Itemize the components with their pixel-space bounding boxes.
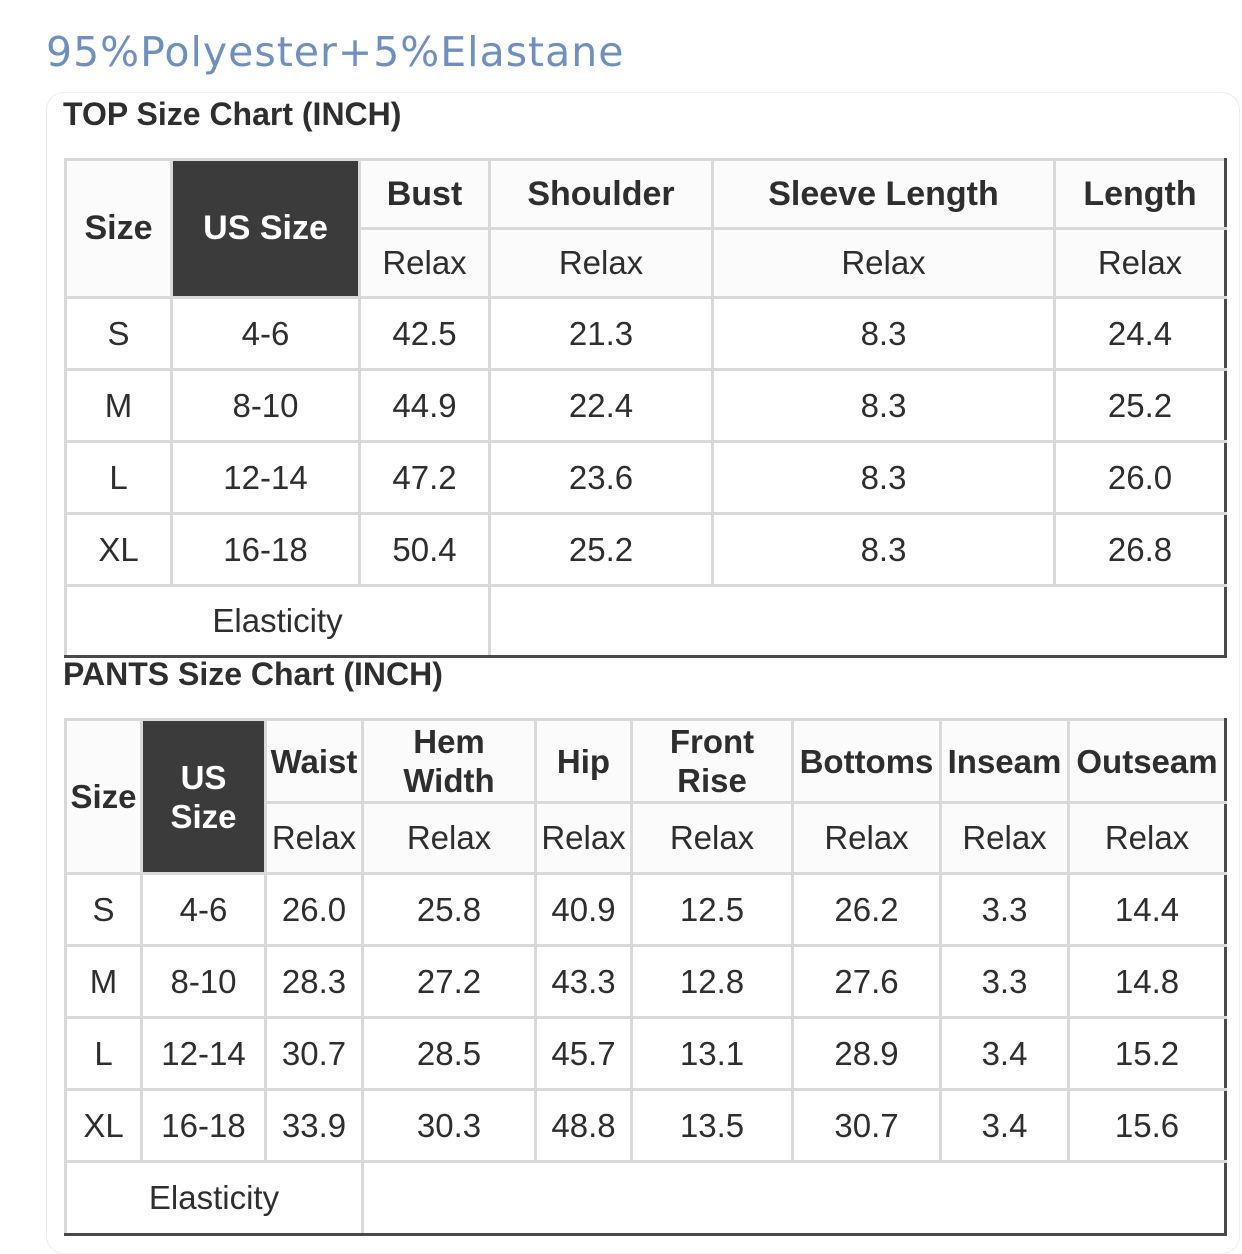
shoulder-cell: 22.4	[490, 370, 713, 442]
top-fit-bust: Relax	[360, 229, 490, 298]
pants-fit-hip: Relax	[536, 803, 632, 874]
sleeve-length-cell: 8.3	[713, 442, 1055, 514]
size-cell: XL	[66, 1090, 142, 1162]
size-cell: M	[66, 370, 172, 442]
inseam-cell: 3.3	[941, 874, 1069, 946]
elasticity-value	[363, 1162, 1226, 1235]
outseam-cell: 15.6	[1069, 1090, 1226, 1162]
table-row	[66, 442, 1226, 514]
length-cell: 26.8	[1055, 514, 1226, 586]
pants-chart-title: PANTS Size Chart (INCH)	[63, 656, 443, 692]
inseam-cell: 3.4	[941, 1090, 1069, 1162]
sleeve-length-cell: 8.3	[713, 514, 1055, 586]
size-cell: S	[66, 874, 142, 946]
front-rise-cell: 13.1	[632, 1018, 793, 1090]
front-rise-cell: 12.5	[632, 874, 793, 946]
pants-header-waist: Waist	[266, 720, 363, 803]
size-cell: S	[66, 298, 172, 370]
elasticity-value	[490, 586, 1226, 657]
pants-fit-front-rise: Relax	[632, 803, 793, 874]
table-row	[66, 298, 1226, 370]
shoulder-cell: 23.6	[490, 442, 713, 514]
us-size-cell: 4-6	[172, 298, 360, 370]
sleeve-length-cell: 8.3	[713, 298, 1055, 370]
pants-header-outseam: Outseam	[1069, 720, 1226, 803]
top-fit-sleeve-length: Relax	[713, 229, 1055, 298]
bust-cell: 42.5	[360, 298, 490, 370]
bust-cell: 50.4	[360, 514, 490, 586]
top-header-sleeve-length: Sleeve Length	[713, 160, 1055, 229]
pants-size-table	[64, 718, 1227, 1236]
material-composition: 95%Polyester+5%Elastane	[46, 28, 625, 76]
pants-fit-outseam: Relax	[1069, 803, 1226, 874]
hip-cell: 45.7	[536, 1018, 632, 1090]
sleeve-length-cell: 8.3	[713, 370, 1055, 442]
pants-header-bottoms: Bottoms	[793, 720, 941, 803]
pants-fit-inseam: Relax	[941, 803, 1069, 874]
top-header-us-size: US Size	[172, 160, 360, 298]
pants-header-hem-width: Hem Width	[363, 720, 536, 803]
elasticity-row	[66, 586, 1226, 657]
bust-cell: 47.2	[360, 442, 490, 514]
shoulder-cell: 25.2	[490, 514, 713, 586]
pants-header-front-rise: Front Rise	[632, 720, 793, 803]
length-cell: 24.4	[1055, 298, 1226, 370]
top-header-length: Length	[1055, 160, 1226, 229]
size-cell: M	[66, 946, 142, 1018]
inseam-cell: 3.4	[941, 1018, 1069, 1090]
top-fit-length: Relax	[1055, 229, 1226, 298]
table-row	[66, 370, 1226, 442]
waist-cell: 30.7	[266, 1018, 363, 1090]
top-size-table	[64, 158, 1227, 658]
us-size-cell: 8-10	[142, 946, 266, 1018]
hip-cell: 40.9	[536, 874, 632, 946]
elasticity-label: Elasticity	[66, 1162, 363, 1235]
size-cell: L	[66, 442, 172, 514]
pants-fit-hem-width: Relax	[363, 803, 536, 874]
elasticity-row	[66, 1162, 1226, 1235]
hem-width-cell: 27.2	[363, 946, 536, 1018]
waist-cell: 28.3	[266, 946, 363, 1018]
outseam-cell: 14.8	[1069, 946, 1226, 1018]
bottoms-cell: 28.9	[793, 1018, 941, 1090]
size-cell: XL	[66, 514, 172, 586]
top-fit-shoulder: Relax	[490, 229, 713, 298]
us-size-cell: 16-18	[142, 1090, 266, 1162]
elasticity-label: Elasticity	[66, 586, 490, 657]
top-header-shoulder: Shoulder	[490, 160, 713, 229]
us-size-cell: 4-6	[142, 874, 266, 946]
top-chart-title: TOP Size Chart (INCH)	[63, 96, 402, 132]
pants-fit-waist: Relax	[266, 803, 363, 874]
hip-cell: 48.8	[536, 1090, 632, 1162]
us-size-cell: 16-18	[172, 514, 360, 586]
pants-header-us-size: US Size	[142, 720, 266, 874]
size-cell: L	[66, 1018, 142, 1090]
outseam-cell: 15.2	[1069, 1018, 1226, 1090]
table-row	[66, 946, 1226, 1018]
outseam-cell: 14.4	[1069, 874, 1226, 946]
waist-cell: 26.0	[266, 874, 363, 946]
length-cell: 26.0	[1055, 442, 1226, 514]
pants-header-hip: Hip	[536, 720, 632, 803]
pants-header-size: Size	[66, 720, 142, 874]
table-row	[66, 1018, 1226, 1090]
us-size-cell: 8-10	[172, 370, 360, 442]
inseam-cell: 3.3	[941, 946, 1069, 1018]
hem-width-cell: 25.8	[363, 874, 536, 946]
us-size-cell: 12-14	[142, 1018, 266, 1090]
bottoms-cell: 26.2	[793, 874, 941, 946]
pants-header-inseam: Inseam	[941, 720, 1069, 803]
bottoms-cell: 30.7	[793, 1090, 941, 1162]
front-rise-cell: 12.8	[632, 946, 793, 1018]
hem-width-cell: 28.5	[363, 1018, 536, 1090]
hip-cell: 43.3	[536, 946, 632, 1018]
bottoms-cell: 27.6	[793, 946, 941, 1018]
pants-fit-bottoms: Relax	[793, 803, 941, 874]
us-size-cell: 12-14	[172, 442, 360, 514]
hem-width-cell: 30.3	[363, 1090, 536, 1162]
length-cell: 25.2	[1055, 370, 1226, 442]
table-row	[66, 1090, 1226, 1162]
shoulder-cell: 21.3	[490, 298, 713, 370]
front-rise-cell: 13.5	[632, 1090, 793, 1162]
table-row	[66, 514, 1226, 586]
table-row	[66, 874, 1226, 946]
waist-cell: 33.9	[266, 1090, 363, 1162]
top-header-size: Size	[66, 160, 172, 298]
top-header-bust: Bust	[360, 160, 490, 229]
bust-cell: 44.9	[360, 370, 490, 442]
